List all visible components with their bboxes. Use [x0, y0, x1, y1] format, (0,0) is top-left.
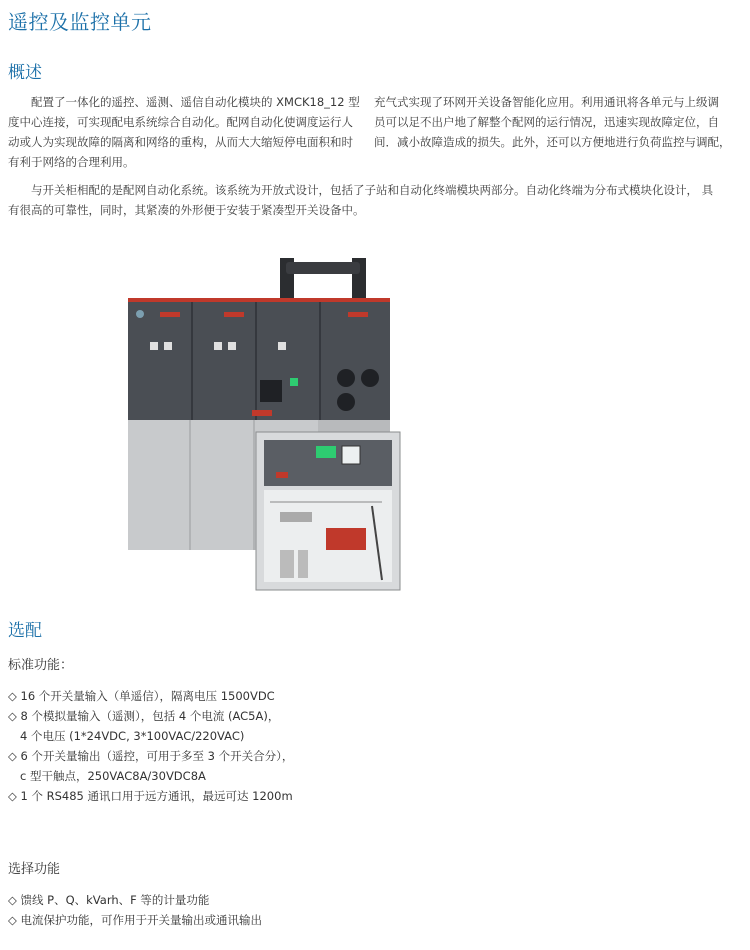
options-heading: 选配 — [8, 621, 42, 641]
overview-right-line: 间．减小故障造成的损失。此外，还可以方便地进行负荷监控与调配， — [374, 135, 731, 149]
overview-right-line: 充气式实现了环网开关设备智能化应用。利用通讯将各单元与上级调 — [374, 95, 719, 109]
list-item: ◇ 馈线 P、Q、kVarh、F 等的计量功能 — [8, 893, 210, 907]
switchgear-cabinet-image — [120, 250, 410, 600]
overview-left-line: 配置了一体化的遥控、遥测、遥信自动化模块的 XMCK18_12 型 — [31, 95, 360, 109]
list-item: 4 个电压 (1*24VDC, 3*100VAC/220VAC) — [20, 729, 245, 743]
list-item: ◇ 电流保护功能，可作用于开关量输出或通讯输出 — [8, 913, 262, 927]
overview-left-line: 度中心连接，可实现配电系统综合自动化。配网自动化使调度运行人 — [8, 115, 353, 129]
list-item: ◇ 8 个模拟量输入（遥测），包括 4 个电流 (AC5A)， — [8, 709, 280, 723]
overview-left-line: 有利于网络的合理利用。 — [8, 155, 135, 169]
optional-functions-list — [8, 890, 262, 930]
overview-para2-line: 与开关柜相配的是配网自动化系统。该系统为开放式设计，包括了子站和自动化终端模块两部分。自动化终端为分布式模块化设计， 具 — [31, 183, 714, 197]
overview-right-line: 员可以足不出户地了解整个配网的运行情况，迅速实现故障定位，自 — [374, 115, 719, 129]
list-item: ◇ 6 个开关量输出（遥控，可用于多至 3 个开关合分）， — [8, 749, 294, 763]
overview-left-column — [8, 92, 368, 172]
overview-para2-line: 有很高的可靠性，同时，其紧凑的外形便于安装于紧凑型开关设备中。 — [8, 203, 365, 217]
standard-functions-list — [8, 686, 293, 806]
overview-right-column — [374, 92, 738, 152]
page-title: 遥控及监控单元 — [8, 10, 152, 34]
overview-paragraph-2 — [8, 180, 738, 220]
overview-heading: 概述 — [8, 63, 42, 83]
list-item: ◇ 1 个 RS485 通讯口用于远方通讯，最远可达 1200m — [8, 789, 293, 803]
list-item: ◇ 16 个开关量输入（单遥信），隔离电压 1500VDC — [8, 689, 275, 703]
overview-left-line: 动或人为实现故障的隔离和网络的重构，从而大大缩短停电面积和时 — [8, 135, 353, 149]
optional-functions-heading: 选择功能 — [8, 862, 61, 877]
list-item: c 型干触点，250VAC8A/30VDC8A — [20, 769, 206, 783]
standard-functions-heading: 标准功能： — [8, 658, 74, 673]
